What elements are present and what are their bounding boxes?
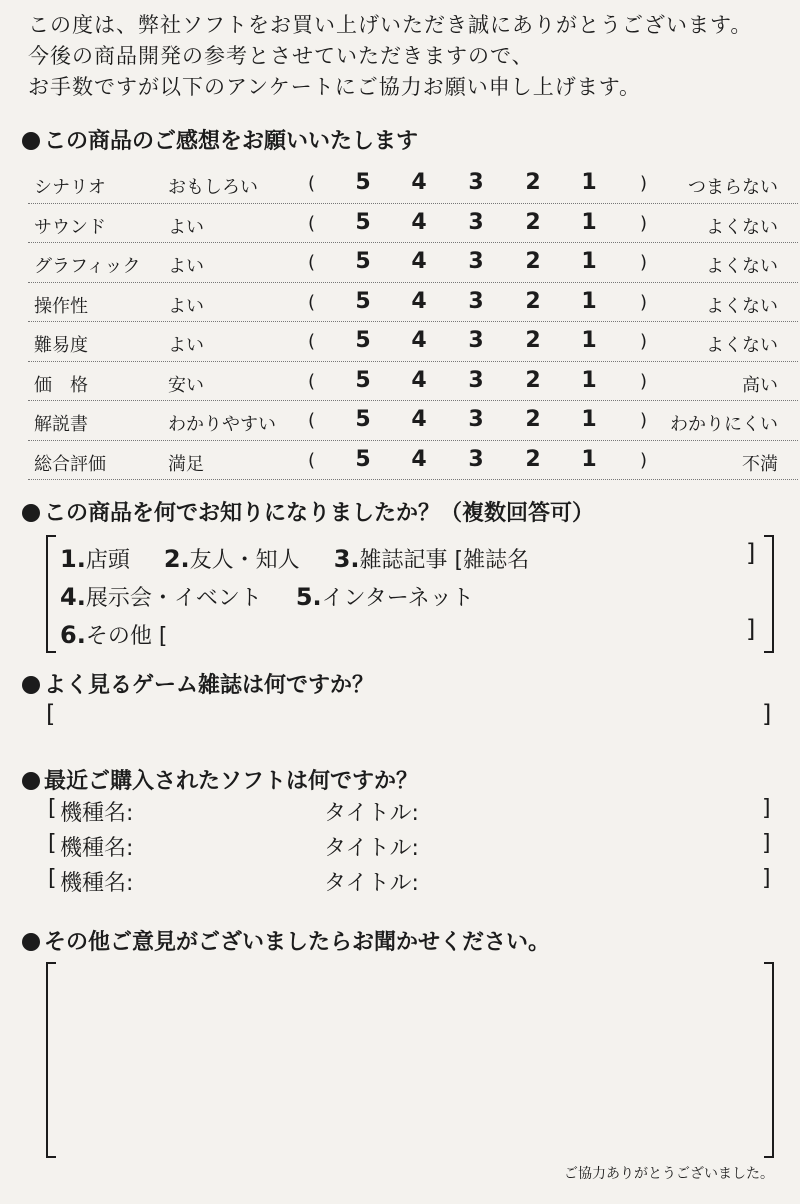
rating-positive-label: おもしろい (168, 177, 258, 198)
rating-row (28, 243, 798, 283)
rating-positive-label: よい (168, 256, 204, 277)
magazine-open-bracket: [ (46, 700, 56, 728)
rating-option-1[interactable]: 1 (581, 249, 597, 274)
purchase-open-bracket: [ (48, 796, 57, 821)
option-storefront[interactable]: 1.店頭 (60, 545, 130, 573)
option-internet[interactable]: 5.インターネット (295, 583, 474, 611)
open-paren: ( (308, 173, 316, 194)
close-paren: ) (640, 370, 648, 392)
rating-option-5[interactable]: 5 (355, 446, 371, 472)
rating-option-4[interactable]: 4 (411, 249, 427, 274)
purchase-close-bracket: ] (762, 866, 771, 891)
comments-box[interactable] (46, 962, 774, 1158)
rating-option-1[interactable]: 1 (581, 209, 597, 235)
rating-option-1[interactable]: 1 (581, 446, 597, 472)
rating-option-2[interactable]: 2 (525, 209, 541, 235)
comments-heading-text: その他ご意見がございましたらお聞かせください。 (44, 930, 551, 955)
rating-negative-label: わかりにくい (670, 414, 778, 435)
close-paren: ) (640, 212, 648, 234)
rating-option-3[interactable]: 3 (468, 328, 484, 353)
bracket-right (764, 962, 774, 1158)
purchase-row[interactable] (48, 831, 776, 861)
bullet-icon (22, 933, 40, 951)
rating-option-2[interactable]: 2 (525, 328, 541, 353)
purchase-close-bracket: ] (762, 831, 771, 856)
rating-option-5[interactable]: 5 (355, 367, 371, 393)
magazine-heading (22, 668, 374, 699)
title-label: タイトル: (324, 836, 419, 861)
title-label: タイトル: (324, 801, 419, 826)
rating-negative-label: よくない (706, 256, 778, 277)
rating-option-3[interactable]: 3 (468, 249, 484, 274)
purchase-open-bracket: [ (48, 866, 57, 891)
rating-negative-label: 不満 (742, 453, 778, 475)
rating-label: 操作性 (34, 295, 88, 317)
rating-negative-label: つまらない (688, 177, 778, 198)
source-heading (22, 496, 594, 527)
rating-option-5[interactable]: 5 (355, 328, 371, 353)
rating-option-2[interactable]: 2 (525, 249, 541, 274)
rating-option-5[interactable]: 5 (355, 249, 371, 274)
bracket-left (46, 962, 56, 1158)
rating-option-3[interactable]: 3 (468, 209, 484, 235)
magazine-answer-field[interactable] (62, 702, 752, 730)
rating-option-1[interactable]: 1 (581, 288, 597, 314)
magazine-close-bracket: ] (762, 700, 772, 728)
bullet-icon (22, 132, 40, 150)
open-paren: ( (308, 212, 316, 234)
title-label: タイトル: (324, 871, 419, 896)
rating-row (28, 283, 798, 323)
open-paren: ( (308, 291, 316, 313)
option-friends[interactable]: 2.友人・知人 (163, 545, 300, 573)
purchase-heading (22, 764, 418, 795)
rating-option-2[interactable]: 2 (525, 407, 541, 432)
rating-option-3[interactable]: 3 (468, 367, 484, 393)
close-paren: ) (640, 291, 648, 313)
bullet-icon (22, 504, 40, 522)
magazine-name-open-bracket: [ (454, 548, 464, 573)
rating-negative-label: よくない (706, 216, 778, 238)
rating-option-4[interactable]: 4 (411, 446, 427, 472)
other-open-bracket: [ (158, 624, 168, 649)
purchase-row[interactable] (48, 796, 776, 826)
rating-option-2[interactable]: 2 (525, 288, 541, 314)
options-line-1 (60, 543, 529, 574)
rating-option-2[interactable]: 2 (525, 367, 541, 393)
open-paren: ( (308, 410, 316, 431)
rating-label: グラフィック (34, 256, 141, 277)
options-line-3 (60, 619, 167, 650)
close-paren: ) (640, 173, 648, 194)
rating-negative-label: よくない (706, 295, 778, 317)
bracket-left (46, 535, 56, 653)
rating-negative-label: 高い (742, 374, 778, 396)
intro-text (28, 10, 778, 103)
magazine-name-close-bracket: ] (746, 539, 756, 567)
close-paren: ) (640, 331, 648, 352)
rating-label: 価 格 (34, 374, 88, 396)
source-options-box (46, 535, 774, 653)
rating-option-2[interactable]: 2 (525, 446, 541, 472)
rating-row (28, 322, 798, 362)
rating-row (28, 164, 798, 204)
rating-positive-label: よい (168, 335, 204, 356)
rating-option-4[interactable]: 4 (411, 288, 427, 314)
rating-table (28, 164, 798, 480)
rating-option-1[interactable]: 1 (581, 407, 597, 432)
purchase-row[interactable] (48, 866, 776, 896)
rating-row (28, 204, 798, 244)
rating-option-5[interactable]: 5 (355, 407, 371, 432)
bullet-icon (22, 676, 40, 694)
options-line-2 (60, 581, 474, 612)
rating-option-1[interactable]: 1 (581, 367, 597, 393)
magazine-name-label: 雑誌名 (463, 548, 530, 573)
rating-option-4[interactable]: 4 (411, 367, 427, 393)
rating-positive-label: 安い (168, 374, 204, 396)
open-paren: ( (308, 252, 316, 273)
rating-heading (22, 124, 418, 155)
rating-positive-label: よい (168, 216, 204, 238)
rating-label: 難易度 (34, 335, 88, 356)
rating-negative-label: よくない (706, 335, 778, 356)
rating-positive-label: 満足 (168, 453, 204, 475)
purchase-heading-text: 最近ご購入されたソフトは何ですか？ (44, 769, 419, 794)
rating-option-3[interactable]: 3 (468, 288, 484, 314)
rating-label: 総合評価 (34, 453, 106, 475)
rating-label: 解説書 (34, 414, 88, 435)
platform-label: 機種名: (60, 871, 134, 896)
rating-option-4[interactable]: 4 (411, 170, 427, 195)
rating-row (28, 401, 798, 441)
rating-option-5[interactable]: 5 (355, 288, 371, 314)
option-event[interactable]: 4.展示会・イベント (60, 583, 262, 611)
intro-line: 今後の商品開発の参考とさせていただきますので、 (28, 44, 534, 68)
purchase-close-bracket: ] (762, 796, 771, 821)
rating-positive-label: わかりやすい (168, 414, 276, 435)
open-paren: ( (308, 449, 316, 471)
magazine-heading-text: よく見るゲーム雑誌は何ですか？ (44, 673, 375, 698)
open-paren: ( (308, 370, 316, 392)
platform-label: 機種名: (60, 801, 134, 826)
close-paren: ) (640, 410, 648, 431)
rating-row (28, 441, 798, 481)
close-paren: ) (640, 252, 648, 273)
intro-line: この度は、弊社ソフトをお買い上げいただき誠にありがとうございます。 (28, 13, 753, 37)
open-paren: ( (308, 331, 316, 352)
rating-option-4[interactable]: 4 (411, 407, 427, 432)
bracket-right (764, 535, 774, 653)
rating-row (28, 362, 798, 402)
rating-label: サウンド (34, 216, 106, 238)
bullet-icon (22, 772, 40, 790)
rating-option-1[interactable]: 1 (581, 170, 597, 195)
comments-heading (22, 925, 550, 956)
rating-option-3[interactable]: 3 (468, 170, 484, 195)
rating-option-5[interactable]: 5 (355, 209, 371, 235)
rating-option-3[interactable]: 3 (468, 446, 484, 472)
rating-option-5[interactable]: 5 (355, 170, 371, 195)
close-paren: ) (640, 449, 648, 471)
option-magazine[interactable]: 3.雑誌記事 (333, 545, 448, 573)
rating-option-4[interactable]: 4 (411, 209, 427, 235)
rating-label: シナリオ (34, 177, 106, 198)
rating-option-1[interactable]: 1 (581, 328, 597, 353)
other-close-bracket: ] (746, 615, 756, 643)
purchase-open-bracket: [ (48, 831, 57, 856)
rating-option-3[interactable]: 3 (468, 407, 484, 432)
option-other[interactable]: 6.その他 (60, 621, 152, 649)
rating-option-2[interactable]: 2 (525, 170, 541, 195)
intro-line: お手数ですが以下のアンケートにご協力お願い申し上げます。 (28, 75, 642, 99)
source-heading-text: この商品を何でお知りになりましたか？（複数回答可） (44, 501, 595, 526)
thanks-text: ご協力ありがとうございました。 (564, 1166, 774, 1182)
rating-positive-label: よい (168, 295, 204, 317)
rating-option-4[interactable]: 4 (411, 328, 427, 353)
platform-label: 機種名: (60, 836, 134, 861)
rating-heading-text: この商品のご感想をお願いいたします (44, 129, 419, 154)
